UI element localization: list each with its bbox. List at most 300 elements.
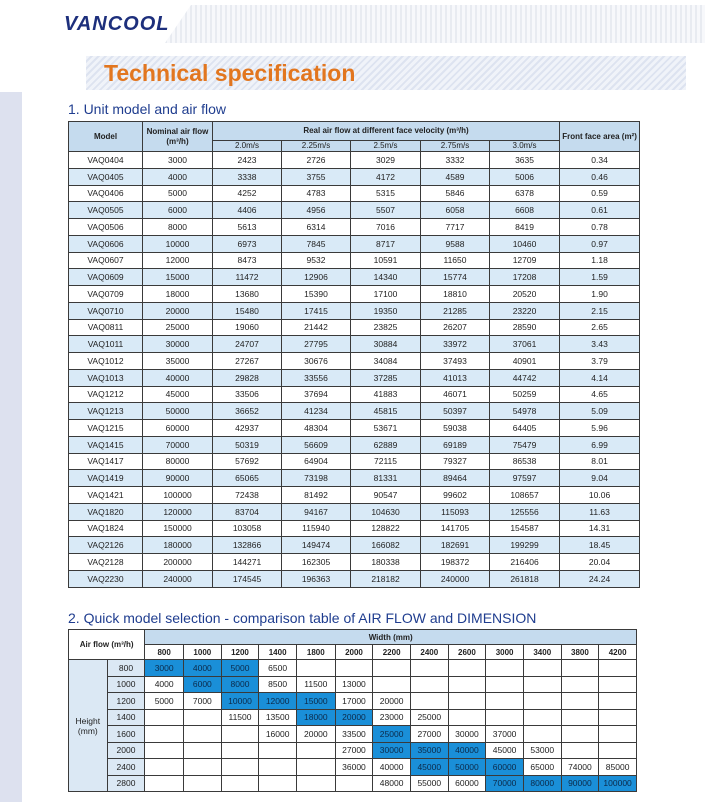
table-cell: VAQ1012 — [69, 353, 143, 370]
table-cell: 10591 — [351, 252, 421, 269]
table-cell: 90000 — [143, 470, 213, 487]
table-cell: 4956 — [282, 202, 351, 219]
selection-cell: 53000 — [523, 742, 561, 759]
selection-cell — [221, 759, 259, 776]
left-decorative-strip — [0, 92, 22, 802]
table-cell: 3029 — [351, 152, 421, 169]
height-label-line2: (mm) — [77, 725, 98, 736]
selection-cell: 13000 — [335, 676, 373, 693]
selection-cell — [486, 676, 524, 693]
table-row — [69, 726, 637, 743]
table-cell: VAQ1212 — [69, 386, 143, 403]
selection-cell: 6000 — [184, 676, 222, 693]
table-cell: 21285 — [421, 302, 490, 319]
width-header: 3800 — [561, 645, 599, 660]
selection-cell: 30000 — [448, 726, 486, 743]
table-cell: VAQ1013 — [69, 369, 143, 386]
selection-cell: 100000 — [599, 775, 637, 792]
table-cell: 17100 — [351, 286, 421, 303]
table-cell: 65065 — [213, 470, 282, 487]
table-cell: 20.04 — [560, 554, 640, 571]
height-value: 2400 — [107, 759, 145, 776]
selection-cell: 85000 — [599, 759, 637, 776]
table-cell: 23825 — [351, 319, 421, 336]
table-cell: 218182 — [351, 570, 421, 587]
width-header: 4200 — [599, 645, 637, 660]
table-cell: 20520 — [490, 286, 560, 303]
table-row — [69, 742, 637, 759]
selection-cell — [296, 775, 335, 792]
table-cell: 0.61 — [560, 202, 640, 219]
selection-cell: 36000 — [335, 759, 373, 776]
table-cell: 9.04 — [560, 470, 640, 487]
table-cell: 69189 — [421, 436, 490, 453]
table-cell: 8473 — [213, 252, 282, 269]
table-cell: 15000 — [143, 269, 213, 286]
selection-cell — [145, 775, 184, 792]
selection-cell — [523, 693, 561, 710]
table-cell: 174545 — [213, 570, 282, 587]
table-row — [69, 168, 640, 185]
selection-cell — [561, 676, 599, 693]
table-cell: 10460 — [490, 235, 560, 252]
table-cell: 48304 — [282, 420, 351, 437]
table-cell: 59038 — [421, 420, 490, 437]
table-row — [69, 520, 640, 537]
table-cell: VAQ0406 — [69, 185, 143, 202]
table-row — [69, 487, 640, 504]
table-cell: 45000 — [143, 386, 213, 403]
selection-cell: 16000 — [259, 726, 297, 743]
table-cell: VAQ1415 — [69, 436, 143, 453]
table-cell: VAQ0505 — [69, 202, 143, 219]
table-cell: 3000 — [143, 152, 213, 169]
velocity-header: 2.5m/s — [351, 141, 421, 152]
selection-cell: 12000 — [259, 693, 297, 710]
table-row — [69, 759, 637, 776]
selection-cell — [410, 693, 448, 710]
table-cell: 11650 — [421, 252, 490, 269]
table-cell: 2.15 — [560, 302, 640, 319]
table-cell: VAQ0404 — [69, 152, 143, 169]
selection-cell: 60000 — [486, 759, 524, 776]
table-cell: 6378 — [490, 185, 560, 202]
table-cell: 50397 — [421, 403, 490, 420]
table-cell: 14340 — [351, 269, 421, 286]
table-cell: 5.96 — [560, 420, 640, 437]
table-cell: 19060 — [213, 319, 282, 336]
table-cell: 19350 — [351, 302, 421, 319]
table-cell: VAQ2126 — [69, 537, 143, 554]
width-header: 2400 — [410, 645, 448, 660]
width-header: 2200 — [373, 645, 411, 660]
selection-cell — [221, 775, 259, 792]
selection-cell: 70000 — [486, 775, 524, 792]
table-cell: 11472 — [213, 269, 282, 286]
table-row — [69, 286, 640, 303]
selection-cell: 40000 — [373, 759, 411, 776]
table-cell: VAQ0811 — [69, 319, 143, 336]
table-cell: 72115 — [351, 453, 421, 470]
table-cell: VAQ0607 — [69, 252, 143, 269]
table-cell: 4.65 — [560, 386, 640, 403]
table-cell: 0.97 — [560, 235, 640, 252]
selection-cell — [373, 676, 411, 693]
table-cell: 50319 — [213, 436, 282, 453]
selection-cell — [410, 660, 448, 677]
table-cell: 81492 — [282, 487, 351, 504]
selection-cell — [523, 709, 561, 726]
selection-cell: 17000 — [335, 693, 373, 710]
table-cell: 7016 — [351, 219, 421, 236]
selection-cell — [561, 742, 599, 759]
table-cell: 4000 — [143, 168, 213, 185]
table-cell: 6608 — [490, 202, 560, 219]
table-row — [69, 202, 640, 219]
table-cell: 1.18 — [560, 252, 640, 269]
table-cell: 40000 — [143, 369, 213, 386]
selection-cell: 65000 — [523, 759, 561, 776]
table-cell: 6058 — [421, 202, 490, 219]
selection-cell: 13500 — [259, 709, 297, 726]
selection-cell — [599, 726, 637, 743]
table-cell: 12709 — [490, 252, 560, 269]
height-value: 2000 — [107, 742, 145, 759]
selection-cell — [145, 726, 184, 743]
width-header: 1800 — [296, 645, 335, 660]
height-label-line1: Height — [75, 715, 101, 726]
table-cell: VAQ1820 — [69, 503, 143, 520]
table-cell: 37285 — [351, 369, 421, 386]
selection-cell: 11500 — [221, 709, 259, 726]
selection-cell: 10000 — [221, 693, 259, 710]
selection-cell: 90000 — [561, 775, 599, 792]
selection-cell — [184, 775, 222, 792]
selection-cell — [221, 726, 259, 743]
table-cell: 216406 — [490, 554, 560, 571]
table-cell: 35000 — [143, 353, 213, 370]
selection-cell: 18000 — [296, 709, 335, 726]
table-row — [69, 369, 640, 386]
table-cell: 240000 — [143, 570, 213, 587]
table-cell: VAQ1419 — [69, 470, 143, 487]
selection-cell: 5000 — [145, 693, 184, 710]
table-cell: 50259 — [490, 386, 560, 403]
table-cell: 14.31 — [560, 520, 640, 537]
table-cell: 120000 — [143, 503, 213, 520]
table-cell: 75479 — [490, 436, 560, 453]
table-cell: VAQ1215 — [69, 420, 143, 437]
selection-cell — [448, 676, 486, 693]
table-cell: 97597 — [490, 470, 560, 487]
table-cell: 18.45 — [560, 537, 640, 554]
table-row — [69, 252, 640, 269]
table-cell: VAQ0405 — [69, 168, 143, 185]
selection-cell: 3000 — [145, 660, 184, 677]
table-cell: 53671 — [351, 420, 421, 437]
table-cell: 17208 — [490, 269, 560, 286]
table-cell: 40901 — [490, 353, 560, 370]
table-row — [69, 554, 640, 571]
table-cell: 54978 — [490, 403, 560, 420]
table-cell: 261818 — [490, 570, 560, 587]
table-cell: 33556 — [282, 369, 351, 386]
table-cell: 90547 — [351, 487, 421, 504]
table-cell: 141705 — [421, 520, 490, 537]
table-cell: 4172 — [351, 168, 421, 185]
selection-cell: 40000 — [448, 742, 486, 759]
selection-cell — [145, 709, 184, 726]
table-cell: 199299 — [490, 537, 560, 554]
selection-cell: 45000 — [410, 759, 448, 776]
selection-cell — [145, 759, 184, 776]
selection-cell — [599, 709, 637, 726]
table-cell: 4783 — [282, 185, 351, 202]
selection-cell — [184, 759, 222, 776]
width-label: Width (mm) — [145, 630, 637, 645]
width-header: 1000 — [184, 645, 222, 660]
selection-cell: 20000 — [335, 709, 373, 726]
selection-cell: 4000 — [184, 660, 222, 677]
selection-cell — [373, 660, 411, 677]
table-cell: 24.24 — [560, 570, 640, 587]
table-cell: 3338 — [213, 168, 282, 185]
table-cell: 23220 — [490, 302, 560, 319]
table-cell: 182691 — [421, 537, 490, 554]
table-cell: 2423 — [213, 152, 282, 169]
table-cell: 15480 — [213, 302, 282, 319]
table-cell: 108657 — [490, 487, 560, 504]
table-cell: 3755 — [282, 168, 351, 185]
table-cell: 29828 — [213, 369, 282, 386]
table-cell: 103058 — [213, 520, 282, 537]
table-row — [69, 709, 637, 726]
selection-cell: 23000 — [373, 709, 411, 726]
table-row — [69, 353, 640, 370]
selection-cell: 4000 — [145, 676, 184, 693]
table-cell: 5.09 — [560, 403, 640, 420]
selection-cell — [184, 742, 222, 759]
table-cell: 18000 — [143, 286, 213, 303]
table-row — [69, 319, 640, 336]
selection-cell — [259, 775, 297, 792]
selection-cell: 33500 — [335, 726, 373, 743]
selection-cell: 25000 — [410, 709, 448, 726]
selection-cell: 15000 — [296, 693, 335, 710]
table-cell: 1.90 — [560, 286, 640, 303]
table-cell: 27795 — [282, 336, 351, 353]
table-cell: 5315 — [351, 185, 421, 202]
table-cell: 8717 — [351, 235, 421, 252]
table-cell: 37694 — [282, 386, 351, 403]
selection-cell: 25000 — [373, 726, 411, 743]
selection-cell — [259, 742, 297, 759]
table-cell: 45815 — [351, 403, 421, 420]
table-cell: 11.63 — [560, 503, 640, 520]
table-cell: 3.43 — [560, 336, 640, 353]
table-cell: VAQ1824 — [69, 520, 143, 537]
velocity-header: 2.75m/s — [421, 141, 490, 152]
table-row — [69, 537, 640, 554]
table-cell: 240000 — [421, 570, 490, 587]
table-cell: 81331 — [351, 470, 421, 487]
selection-cell: 74000 — [561, 759, 599, 776]
table-row — [69, 152, 640, 169]
table-cell: 149474 — [282, 537, 351, 554]
selection-cell — [599, 693, 637, 710]
table-cell: 0.46 — [560, 168, 640, 185]
selection-cell — [561, 693, 599, 710]
table-cell: 26207 — [421, 319, 490, 336]
width-header: 1400 — [259, 645, 297, 660]
table-cell: 6973 — [213, 235, 282, 252]
selection-cell — [296, 742, 335, 759]
selection-cell: 20000 — [296, 726, 335, 743]
table-cell: 0.34 — [560, 152, 640, 169]
table-cell: 28590 — [490, 319, 560, 336]
selection-cell: 8000 — [221, 676, 259, 693]
table-cell: 198372 — [421, 554, 490, 571]
table-cell: 30000 — [143, 336, 213, 353]
table-cell: 33972 — [421, 336, 490, 353]
selection-cell — [184, 709, 222, 726]
height-value: 1400 — [107, 709, 145, 726]
front-face-header: Front face area (m²) — [560, 122, 640, 152]
velocity-header: 2.0m/s — [213, 141, 282, 152]
selection-cell: 37000 — [486, 726, 524, 743]
table-cell: 10000 — [143, 235, 213, 252]
height-value: 2800 — [107, 775, 145, 792]
table-cell: 37493 — [421, 353, 490, 370]
width-header: 3000 — [486, 645, 524, 660]
table-cell: 44742 — [490, 369, 560, 386]
table-cell: 100000 — [143, 487, 213, 504]
height-value: 1000 — [107, 676, 145, 693]
selection-table — [68, 629, 637, 792]
selection-cell: 30000 — [373, 742, 411, 759]
velocity-header: 3.0m/s — [490, 141, 560, 152]
table-row — [69, 676, 637, 693]
table-cell: 56609 — [282, 436, 351, 453]
selection-cell: 55000 — [410, 775, 448, 792]
table-cell: 99602 — [421, 487, 490, 504]
table-row — [69, 185, 640, 202]
selection-cell: 5000 — [221, 660, 259, 677]
selection-cell — [448, 660, 486, 677]
height-label — [69, 660, 108, 792]
table-cell: 15390 — [282, 286, 351, 303]
section2-title: 2. Quick model selection - comparison table of AIR FLOW and DIMENSION — [68, 610, 537, 626]
table-cell: 8000 — [143, 219, 213, 236]
table-row — [69, 235, 640, 252]
table-cell: VAQ1213 — [69, 403, 143, 420]
selection-cell: 11500 — [296, 676, 335, 693]
table-cell: 37061 — [490, 336, 560, 353]
table-cell: 128822 — [351, 520, 421, 537]
airflow-label: Air flow (m³/h) — [69, 630, 145, 660]
table-cell: 30676 — [282, 353, 351, 370]
table-cell: 2726 — [282, 152, 351, 169]
table-row — [69, 269, 640, 286]
table-cell: 79327 — [421, 453, 490, 470]
selection-cell — [335, 660, 373, 677]
velocity-header: 2.25m/s — [282, 141, 351, 152]
table-cell: VAQ0506 — [69, 219, 143, 236]
table-row — [69, 503, 640, 520]
table-cell: 60000 — [143, 420, 213, 437]
table-cell: 7717 — [421, 219, 490, 236]
selection-cell: 27000 — [410, 726, 448, 743]
width-header: 1200 — [221, 645, 259, 660]
selection-cell: 27000 — [335, 742, 373, 759]
table-cell: 42937 — [213, 420, 282, 437]
selection-cell: 48000 — [373, 775, 411, 792]
table-cell: 6.99 — [560, 436, 640, 453]
table-cell: VAQ0710 — [69, 302, 143, 319]
selection-cell — [561, 726, 599, 743]
table-cell: 10.06 — [560, 487, 640, 504]
table-cell: 196363 — [282, 570, 351, 587]
table-row — [69, 219, 640, 236]
nominal-header: Nominal air flow (m³/h) — [143, 122, 213, 152]
selection-cell — [335, 775, 373, 792]
table-cell: 30884 — [351, 336, 421, 353]
table-cell: VAQ1421 — [69, 487, 143, 504]
table-cell: 0.59 — [560, 185, 640, 202]
table-cell: 64405 — [490, 420, 560, 437]
selection-cell: 20000 — [373, 693, 411, 710]
brand-logo: VANCOOL — [64, 13, 170, 35]
table-row — [69, 302, 640, 319]
table-cell: 80000 — [143, 453, 213, 470]
table-row — [69, 570, 640, 587]
real-airflow-header: Real air flow at different face velocity (m³/h) — [213, 122, 560, 141]
table-cell: 62889 — [351, 436, 421, 453]
table-cell: 162305 — [282, 554, 351, 571]
width-header: 2600 — [448, 645, 486, 660]
table-cell: 2.65 — [560, 319, 640, 336]
table-cell: 5507 — [351, 202, 421, 219]
table-cell: 3332 — [421, 152, 490, 169]
table-cell: 86538 — [490, 453, 560, 470]
table-cell: 15774 — [421, 269, 490, 286]
table-cell: VAQ1417 — [69, 453, 143, 470]
selection-cell: 6500 — [259, 660, 297, 677]
table-cell: 166082 — [351, 537, 421, 554]
selection-cell — [561, 709, 599, 726]
table-cell: 41013 — [421, 369, 490, 386]
table-cell: 5006 — [490, 168, 560, 185]
table-cell: 8.01 — [560, 453, 640, 470]
table-cell: VAQ1011 — [69, 336, 143, 353]
table-cell: 7845 — [282, 235, 351, 252]
selection-cell: 8500 — [259, 676, 297, 693]
table-cell: VAQ2230 — [69, 570, 143, 587]
table-cell: VAQ2128 — [69, 554, 143, 571]
table-cell: 57692 — [213, 453, 282, 470]
table-cell: 3.79 — [560, 353, 640, 370]
selection-cell — [296, 759, 335, 776]
table-row — [69, 693, 637, 710]
table-cell: 115093 — [421, 503, 490, 520]
table-cell: 6000 — [143, 202, 213, 219]
table-cell: 24707 — [213, 336, 282, 353]
table-cell: 104630 — [351, 503, 421, 520]
table-cell: 8419 — [490, 219, 560, 236]
table-cell: 89464 — [421, 470, 490, 487]
page-title: Technical specification — [104, 60, 356, 86]
table-cell: 132866 — [213, 537, 282, 554]
